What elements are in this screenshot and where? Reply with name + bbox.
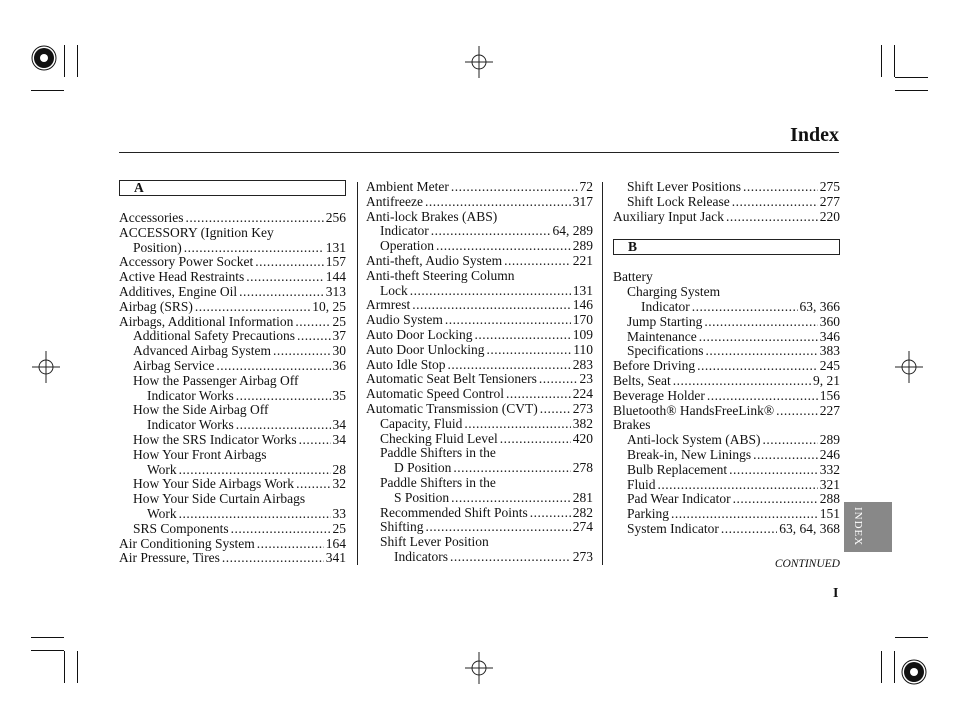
index-entry[interactable] <box>366 254 593 269</box>
leader-dots <box>658 478 818 493</box>
index-entry-page[interactable]: 157 <box>325 254 346 270</box>
leader-dots <box>236 418 331 433</box>
index-entry-term: Lock <box>380 282 408 298</box>
index-side-tab <box>844 502 892 552</box>
index-entry-term: Auto Idle Stop <box>366 356 446 372</box>
index-entry-page[interactable]: 23 <box>579 371 593 387</box>
index-entry[interactable] <box>613 180 840 195</box>
index-entry-term: Auxiliary Input Jack <box>613 208 724 224</box>
index-entry-page[interactable]: 164 <box>325 535 346 551</box>
index-entry-term: Armrest <box>366 297 411 313</box>
index-entry-page[interactable]: 146 <box>572 297 593 313</box>
index-entry-term: Air Conditioning System <box>119 535 255 551</box>
index-entry[interactable] <box>119 344 346 359</box>
continued-note: CONTINUED <box>774 558 840 570</box>
index-entry-term: Bulb Replacement <box>627 461 728 477</box>
index-entry-page[interactable]: 220 <box>819 208 840 224</box>
leader-dots <box>445 313 571 328</box>
index-entry-term: Airbag (SRS) <box>119 298 193 314</box>
index-entry-page[interactable]: 224 <box>572 386 593 402</box>
leader-dots <box>412 298 571 313</box>
leader-dots <box>721 522 777 537</box>
index-entry-term: Air Pressure, Tires <box>119 550 220 566</box>
index-subheading: How Your Front Airbags <box>133 446 267 462</box>
index-entry-page[interactable]: 283 <box>572 356 593 372</box>
index-entry-term: How the SRS Indicator Works <box>133 431 297 447</box>
section-gap <box>613 224 840 239</box>
index-entry-term: Belts, Seat <box>613 372 671 388</box>
index-entry-page[interactable]: 273 <box>572 400 593 416</box>
leader-dots <box>692 300 798 315</box>
index-entry[interactable] <box>613 522 840 537</box>
continued-note-wrap <box>613 551 840 570</box>
index-entry-term: Work <box>147 461 177 477</box>
index-entry-page[interactable]: 246 <box>819 446 840 462</box>
index-entry-term: Anti-theft, Audio System <box>366 252 503 268</box>
index-subheading: Paddle Shifters in the <box>380 474 496 490</box>
leader-dots <box>184 241 324 256</box>
index-entry[interactable] <box>366 372 593 387</box>
index-column-2 <box>366 180 593 565</box>
index-entry-term: Recommended Shift Points <box>380 504 528 520</box>
index-entry-term: Automatic Seat Belt Tensioners <box>366 371 537 387</box>
index-entry-page[interactable]: 37 <box>332 328 346 344</box>
index-entry-term: Specifications <box>627 343 704 359</box>
index-entry[interactable] <box>613 389 840 404</box>
index-entry-page[interactable]: 289 <box>572 238 593 254</box>
index-entry[interactable] <box>613 344 840 359</box>
index-entry[interactable] <box>119 315 346 330</box>
leader-dots <box>673 374 811 389</box>
index-entry-term: Ambient Meter <box>366 179 449 194</box>
index-subheading: How Your Side Curtain Airbags <box>133 491 306 507</box>
index-entry-page[interactable]: 274 <box>572 519 593 535</box>
index-entry[interactable] <box>366 298 593 313</box>
index-entry[interactable] <box>119 433 346 448</box>
index-entry-term: Antifreeze <box>366 193 423 209</box>
index-subheading: ACCESSORY (Ignition Key <box>119 224 274 240</box>
index-entry-page[interactable]: 346 <box>819 328 840 344</box>
index-entry[interactable] <box>366 461 593 476</box>
index-entry-page[interactable]: 277 <box>819 193 840 209</box>
leader-dots <box>733 492 818 507</box>
index-entry-page[interactable]: 245 <box>819 358 840 374</box>
index-entry[interactable] <box>366 550 593 565</box>
index-entry[interactable] <box>119 537 346 552</box>
index-entry[interactable] <box>366 417 593 432</box>
index-entry-page[interactable]: 341 <box>325 550 346 566</box>
index-entry-term: Shifting <box>380 519 424 535</box>
index-entry-term: Work <box>147 505 177 521</box>
index-subheading: Anti-theft Steering Column <box>366 267 515 283</box>
index-entry[interactable] <box>613 478 840 493</box>
index-entry-term: Before Driving <box>613 358 696 374</box>
index-entry-term: Position) <box>133 239 182 255</box>
index-entry-term: How Your Side Airbags Work <box>133 476 295 492</box>
index-entry-page[interactable]: 25 <box>332 520 346 536</box>
index-entry-page[interactable]: 35 <box>332 387 346 403</box>
index-letter-heading: A <box>119 180 346 196</box>
index-entry-term: SRS Components <box>133 520 229 536</box>
index-entry[interactable] <box>366 491 593 506</box>
index-entry-term: Airbag Service <box>133 357 215 373</box>
leader-dots <box>487 343 572 358</box>
index-subheading: Battery <box>613 269 653 285</box>
index-entry[interactable] <box>119 389 346 404</box>
index-entry[interactable] <box>366 224 593 239</box>
index-entry-term: Break-in, New Linings <box>627 446 752 462</box>
leader-dots <box>257 537 324 552</box>
index-entry-term: Anti-lock System (ABS) <box>627 432 761 448</box>
index-entry[interactable] <box>366 402 593 417</box>
index-entry-page[interactable]: 256 <box>325 210 346 225</box>
index-entry-term: Shift Lever Positions <box>627 179 741 194</box>
leader-dots <box>776 404 818 419</box>
leader-dots <box>540 402 571 417</box>
index-entry-page[interactable]: 321 <box>819 476 840 492</box>
index-entry-page[interactable]: 382 <box>572 415 593 431</box>
index-entry-page[interactable]: 131 <box>325 239 346 255</box>
leader-dots <box>506 387 571 402</box>
leader-dots <box>273 344 331 359</box>
index-entry-page[interactable]: 281 <box>572 489 593 505</box>
index-entry-page[interactable]: 131 <box>572 282 593 298</box>
index-entry-page[interactable]: 156 <box>819 387 840 403</box>
index-entry-page[interactable]: 383 <box>819 343 840 359</box>
index-entry-page[interactable]: 9, 21 <box>813 372 840 388</box>
leader-dots <box>451 180 578 195</box>
index-entry[interactable] <box>119 270 346 285</box>
index-entry[interactable] <box>613 359 840 374</box>
leader-dots <box>726 210 818 225</box>
index-entry[interactable] <box>366 284 593 299</box>
index-entry-term: Auto Door Locking <box>366 326 473 342</box>
index-entry[interactable] <box>366 328 593 343</box>
index-entry-page[interactable]: 32 <box>332 476 346 492</box>
leader-dots <box>753 448 818 463</box>
index-entry-page[interactable]: 36 <box>332 357 346 373</box>
index-entry-term: Shift Lock Release <box>627 193 730 209</box>
index-letter-heading: B <box>613 239 840 255</box>
index-entry-page[interactable]: 221 <box>572 252 593 268</box>
index-entry-page[interactable]: 64, 289 <box>552 223 593 239</box>
leader-dots <box>436 239 571 254</box>
index-entry[interactable] <box>613 507 840 522</box>
index-entry-page[interactable]: 278 <box>572 460 593 476</box>
leader-dots <box>299 433 331 448</box>
leader-dots <box>539 372 578 387</box>
index-entry[interactable] <box>366 239 593 254</box>
leader-dots <box>474 328 570 343</box>
leader-dots <box>732 195 818 210</box>
index-subheading: Charging System <box>627 284 721 300</box>
index-entry-term: Additional Safety Precautions <box>133 328 295 344</box>
leader-dots <box>530 506 571 521</box>
leader-dots <box>504 254 571 269</box>
index-entry[interactable] <box>119 418 346 433</box>
index-entry-page[interactable]: 313 <box>325 283 346 299</box>
leader-dots <box>296 477 330 492</box>
leader-dots <box>453 461 570 476</box>
leader-dots <box>195 300 310 315</box>
leader-dots <box>705 344 817 359</box>
index-entry-term: S Position <box>394 489 450 505</box>
index-entry[interactable] <box>366 195 593 210</box>
index-entry-term: Accessory Power Socket <box>119 254 254 270</box>
index-entry-term: Indicators <box>394 548 448 564</box>
leader-dots <box>179 463 331 478</box>
index-entry[interactable] <box>366 506 593 521</box>
index-subheading: How the Passenger Airbag Off <box>133 372 299 388</box>
index-entry[interactable] <box>613 300 840 315</box>
index-entry[interactable] <box>119 507 346 522</box>
index-entry-term: Capacity, Fluid <box>380 415 463 431</box>
index-entry-term: Indicator <box>380 223 429 239</box>
index-entry-page[interactable]: 34 <box>332 431 346 447</box>
index-entry[interactable] <box>613 195 840 210</box>
leader-dots <box>707 389 818 404</box>
leader-dots <box>222 551 324 566</box>
title-rule <box>119 152 839 153</box>
leader-dots <box>448 358 571 373</box>
index-subheading: Brakes <box>613 417 651 433</box>
page-number: I <box>833 586 839 601</box>
index-entry[interactable] <box>366 343 593 358</box>
index-entry-page[interactable]: 110 <box>573 341 593 357</box>
index-entry[interactable] <box>613 330 840 345</box>
index-entry-term: Indicator Works <box>147 417 234 433</box>
index-entry[interactable] <box>613 315 840 330</box>
leader-dots <box>697 359 818 374</box>
leader-dots <box>410 284 571 299</box>
index-entry-term: Indicator Works <box>147 387 234 403</box>
leader-dots <box>297 329 331 344</box>
index-entry[interactable] <box>366 313 593 328</box>
index-entry-term: Automatic Speed Control <box>366 386 504 402</box>
index-entry-page[interactable]: 317 <box>572 193 593 209</box>
index-entry-page[interactable]: 420 <box>572 430 593 446</box>
index-subheading: How the Side Airbag Off <box>133 402 269 418</box>
leader-dots <box>425 195 571 210</box>
index-entry-term: Accessories <box>119 210 184 225</box>
index-entry-term: Parking <box>627 506 669 522</box>
index-column-3 <box>613 180 840 537</box>
index-entry[interactable] <box>119 300 346 315</box>
leader-dots <box>295 315 330 330</box>
index-entry-page[interactable]: 63, 64, 368 <box>779 520 840 536</box>
leader-dots <box>699 330 818 345</box>
leader-dots <box>729 463 818 478</box>
leader-dots <box>431 224 551 239</box>
index-entry[interactable] <box>119 211 346 226</box>
leader-dots <box>179 507 331 522</box>
index-entry-term: Beverage Holder <box>613 387 705 403</box>
leader-dots <box>185 211 323 226</box>
index-entry-term: Fluid <box>627 476 656 492</box>
index-entry-page[interactable]: 360 <box>819 313 840 329</box>
index-entry[interactable] <box>613 210 840 225</box>
index-entry-term: Jump Starting <box>627 313 703 329</box>
index-entry-term: Pad Wear Indicator <box>627 491 731 507</box>
column-divider <box>602 182 603 565</box>
index-entry-page[interactable]: 72 <box>579 179 593 194</box>
leader-dots <box>236 389 331 404</box>
index-entry-term: Operation <box>380 238 434 254</box>
index-entry[interactable] <box>613 463 840 478</box>
leader-dots <box>464 417 570 432</box>
index-entry[interactable] <box>613 374 840 389</box>
index-entry-page[interactable]: 28 <box>332 461 346 477</box>
index-entry-page[interactable]: 273 <box>572 548 593 564</box>
index-entry-term: Checking Fluid Level <box>380 430 498 446</box>
index-subheading: Shift Lever Position <box>380 534 489 550</box>
leader-dots <box>426 520 571 535</box>
index-entry-term: Audio System <box>366 312 443 328</box>
index-entry[interactable] <box>119 329 346 344</box>
index-subheading: Anti-lock Brakes (ABS) <box>366 208 498 224</box>
index-entry-page[interactable]: 289 <box>819 432 840 448</box>
index-entry[interactable] <box>613 433 840 448</box>
index-entry[interactable] <box>119 241 346 256</box>
index-entry[interactable] <box>119 522 346 537</box>
index-entry-page[interactable]: 144 <box>325 269 346 285</box>
index-entry-term: Active Head Restraints <box>119 269 245 285</box>
index-entry-page[interactable]: 288 <box>819 491 840 507</box>
index-entry[interactable] <box>119 255 346 270</box>
index-entry[interactable] <box>613 492 840 507</box>
index-entry-term: Automatic Transmission (CVT) <box>366 400 538 416</box>
leader-dots <box>450 550 571 565</box>
index-entry[interactable] <box>119 551 346 566</box>
index-entry[interactable] <box>366 387 593 402</box>
leader-dots <box>239 285 324 300</box>
index-entry-term: D Position <box>394 460 452 476</box>
index-column-1 <box>119 180 346 566</box>
index-subheading: Paddle Shifters in the <box>380 445 496 461</box>
index-entry[interactable] <box>119 285 346 300</box>
index-entry-term: Advanced Airbag System <box>133 343 271 359</box>
index-entry-page[interactable]: 25 <box>332 313 346 329</box>
leader-dots <box>246 270 324 285</box>
index-entry-page[interactable]: 275 <box>819 179 840 194</box>
index-entry-term: Indicator <box>641 298 690 314</box>
leader-dots <box>231 522 331 537</box>
index-entry-term: Additives, Engine Oil <box>119 283 238 299</box>
leader-dots <box>763 433 818 448</box>
index-entry-term: System Indicator <box>627 520 719 536</box>
index-entry-page[interactable]: 332 <box>819 461 840 477</box>
index-entry-page[interactable]: 151 <box>819 506 840 522</box>
index-entry-page[interactable]: 170 <box>572 312 593 328</box>
index-entry-page[interactable]: 63, 366 <box>799 298 840 314</box>
index-side-tab-label: INDEX <box>852 507 864 547</box>
index-entry-page[interactable]: 227 <box>819 402 840 418</box>
index-entry[interactable] <box>366 180 593 195</box>
index-entry-term: Maintenance <box>627 328 697 344</box>
index-entry-term: Bluetooth® HandsFreeLink® <box>613 402 775 418</box>
index-entry[interactable] <box>366 432 593 447</box>
leader-dots <box>500 432 571 447</box>
leader-dots <box>451 491 571 506</box>
index-entry[interactable] <box>119 463 346 478</box>
index-entry-term: Airbags, Additional Information <box>119 313 294 329</box>
leader-dots <box>704 315 817 330</box>
page-title: Index <box>790 124 839 146</box>
index-entry-page[interactable]: 33 <box>332 505 346 521</box>
index-entry-page[interactable]: 10, 25 <box>312 298 346 314</box>
index-entry-term: Auto Door Unlocking <box>366 341 485 357</box>
index-entry-page[interactable]: 30 <box>332 343 346 359</box>
index-entry[interactable] <box>613 448 840 463</box>
leader-dots <box>216 359 330 374</box>
leader-dots <box>743 180 818 195</box>
index-entry[interactable] <box>366 358 593 373</box>
index-entry[interactable] <box>366 520 593 535</box>
index-entry-page[interactable]: 109 <box>572 326 593 342</box>
leader-dots <box>255 255 324 270</box>
index-entry[interactable] <box>119 477 346 492</box>
leader-dots <box>671 507 818 522</box>
index-entry-page[interactable]: 282 <box>572 504 593 520</box>
column-divider <box>357 182 358 565</box>
index-entry[interactable] <box>119 359 346 374</box>
index-entry-page[interactable]: 34 <box>332 417 346 433</box>
index-entry[interactable] <box>613 404 840 419</box>
